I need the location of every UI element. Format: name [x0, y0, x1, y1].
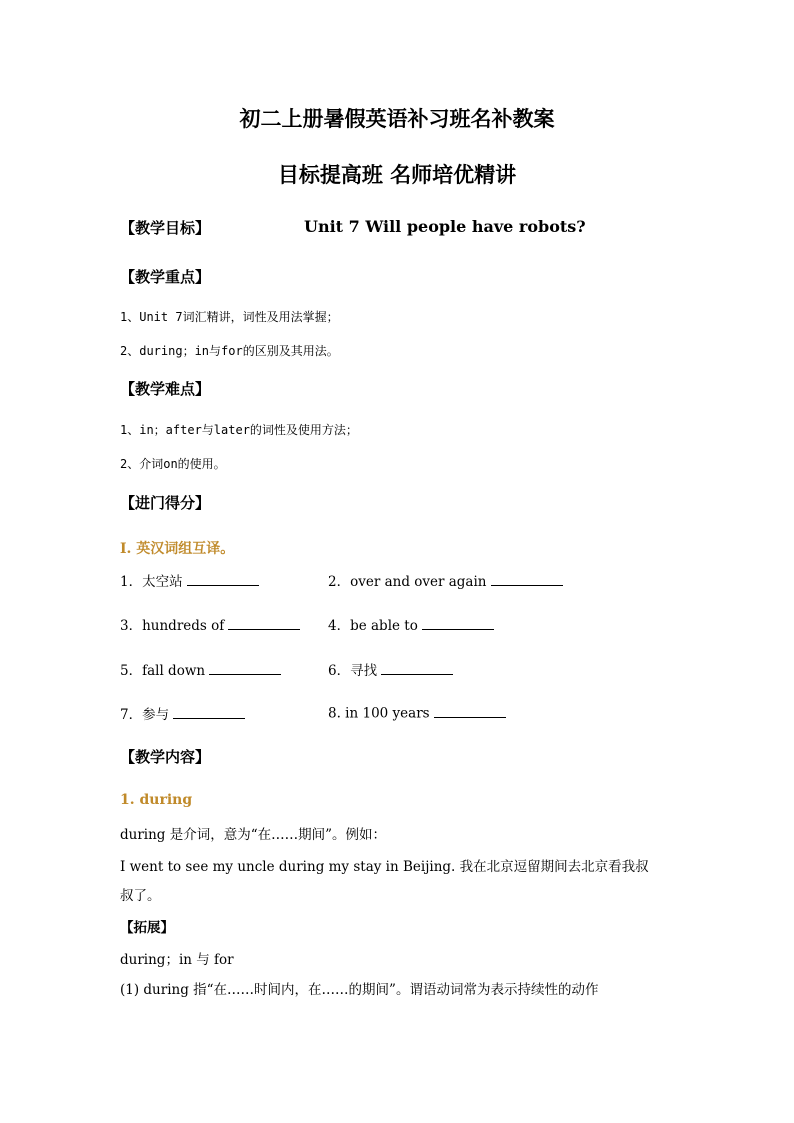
difficulties-label: 【教学难点】 — [120, 380, 211, 398]
extend-label: 【拓展】 — [120, 920, 174, 936]
point-title-during: 1. during — [120, 792, 193, 808]
compare-line: during；in 与 for — [120, 952, 234, 968]
content-label: 【教学内容】 — [120, 748, 211, 766]
key-point-item-1: 1、Unit 7词汇精讲，词性及用法掌握； — [120, 310, 339, 324]
answer-blank[interactable] — [228, 616, 300, 631]
warmup-label: 【进门得分】 — [120, 494, 211, 512]
during-definition: during 是介词，意为“在……期间”。例如： — [120, 827, 387, 843]
phrase-item-4: 4．be able to — [328, 614, 494, 634]
phrase-item-1: 1．太空站 — [120, 570, 259, 590]
answer-blank[interactable] — [187, 572, 259, 587]
phrase-item-7: 7．参与 — [120, 703, 245, 723]
key-point-item-2: 2、during；in与for的区别及其用法。 — [120, 344, 339, 358]
objectives-label: 【教学目标】 — [120, 219, 211, 237]
phrase-item-5: 5．fall down — [120, 659, 281, 679]
difficulty-item-1: 1、in；after与later的词性及使用方法； — [120, 423, 358, 437]
key-points-label: 【教学重点】 — [120, 268, 211, 286]
answer-blank[interactable] — [209, 661, 281, 676]
phrase-item-2: 2．over and over again — [328, 570, 563, 590]
example-sentence-line1: I went to see my uncle during my stay in Beijing. 我在北京逗留期间去北京看我叔 — [120, 859, 649, 875]
difficulty-item-2: 2、介词on的使用。 — [120, 457, 226, 471]
answer-blank[interactable] — [434, 703, 506, 718]
answer-blank[interactable] — [381, 661, 453, 676]
answer-blank[interactable] — [491, 572, 563, 587]
warmup-section-title: I. 英汉词组互译。 — [120, 541, 235, 557]
note-line-1: (1) during 指“在……时间内，在……的期间”。谓语动词常为表示持续性的动作 — [120, 982, 599, 998]
phrase-item-6: 6．寻找 — [328, 659, 453, 679]
unit-title: Unit 7 Will people have robots? — [304, 217, 586, 236]
page-subtitle: 目标提高班 名师培优精讲 — [277, 162, 517, 187]
answer-blank[interactable] — [422, 616, 494, 631]
example-sentence-line2: 叔了。 — [120, 888, 161, 904]
answer-blank[interactable] — [173, 705, 245, 720]
phrase-item-8: 8. in 100 years — [328, 703, 506, 722]
phrase-item-3: 3．hundreds of — [120, 614, 300, 634]
page-title: 初二上册暑假英语补习班名补教案 — [239, 106, 555, 131]
